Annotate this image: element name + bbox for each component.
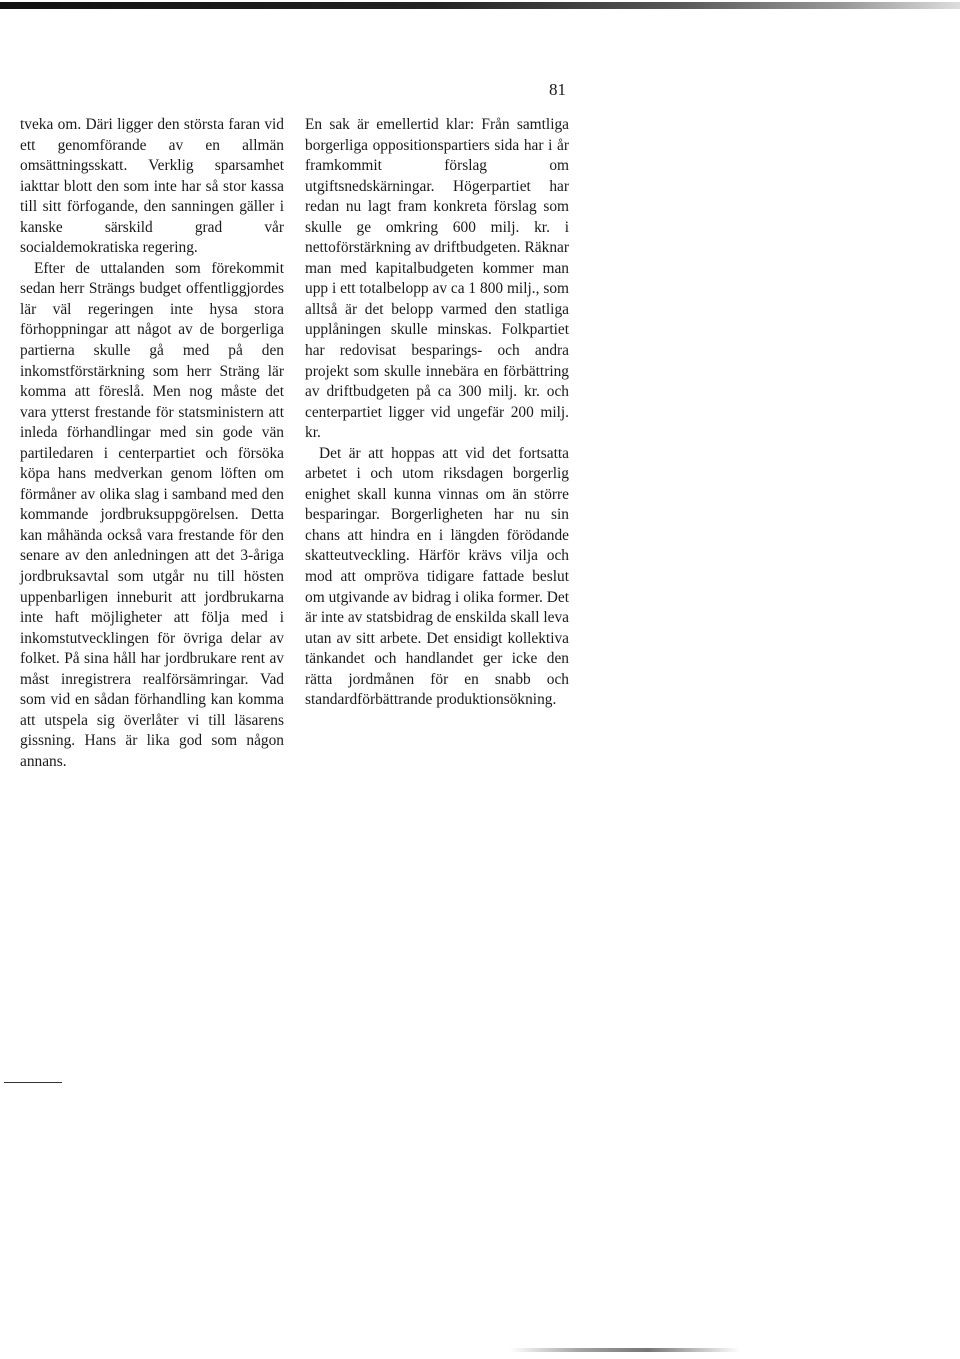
paragraph: Efter de uttalanden som förekommit sedan herr Strängs budget offentliggjordes lär väl regeringen inte hysa stora förhoppningar att något av de borgerliga partierna skulle gå med på den inkomstförstärkning som herr Sträng lär komma att föreslå. Men nog måste det vara ytterst frestande för statsministern att inleda förhandlingar med sin gode vän partiledaren i centerpartiet och försöka köpa hans medverkan genom löften om förmåner av olika slag i samband med den kommande jordbruksuppgörelsen. Detta kan måhända också vara frestande för den senare av den anledningen att det 3-åriga jordbruksavtal som utgår nu till hösten uppenbarligen inneburit att jordbrukarna inte haft möjligheter att följa med i inkomstutvecklingen för övriga delar av folket. På sina håll har jordbrukare rent av måst inregistrera realförsämringar. Vad som vid en sådan förhandling kan komma att utspela sig överlåter vi till läsarens gissning. Hans är lika god som någon annans. bbox=[20, 259, 284, 770]
right-text-column bbox=[305, 115, 569, 711]
left-text-column bbox=[20, 115, 284, 773]
page-number: 81 bbox=[549, 80, 566, 99]
top-scan-border bbox=[0, 2, 960, 9]
scan-artifact bbox=[510, 1348, 740, 1352]
footnote-rule bbox=[4, 1082, 62, 1083]
paragraph: tveka om. Däri ligger den största faran vid ett genomförande av en allmän omsättningsskatt. Verklig sparsamhet iakttar blott den som inte har så stor kassa till sitt förfogande, den sanningen gäller i kanske särskild grad vår socialdemokratiska regering. bbox=[20, 116, 284, 257]
paragraph: En sak är emellertid klar: Från samtliga borgerliga oppositionspartiers sida har i år framkommit förslag om utgiftsnedskärningar. Högerpartiet har redan nu lagt fram konkreta förslag som skulle ge omkring 600 milj. kr. i nettoförstärkning av driftbudgeten. Räknar man med kapitalbudgeten kommer man upp i ett totalbelopp av ca 1 800 milj., som alltså är det belopp varmed den statliga upplåningen skulle minskas. Folkpartiet har redovisat besparings- och andra projekt som skulle innebära en förbättring av driftbudgeten på ca 300 milj. kr. och centerpartiet ligger vid ungefär 200 milj. kr. bbox=[305, 116, 569, 442]
paragraph: Det är att hoppas att vid det fortsatta arbetet i och utom riksdagen borgerlig enighet skall kunna vinnas om än större besparingar. Borgerligheten har nu sin chans att hindra en i längden förödande skatteutveckling. Härför krävs vilja och mod att ompröva tidigare fattade beslut om utgivande av bidrag i olika former. Det är inte av statsbidrag de enskilda skall leva utan av sitt arbete. Det ensidigt kollektiva tänkandet och handlandet ger icke den rätta jordmånen för en snabb och standardförbättrande produktionsökning. bbox=[305, 444, 569, 709]
